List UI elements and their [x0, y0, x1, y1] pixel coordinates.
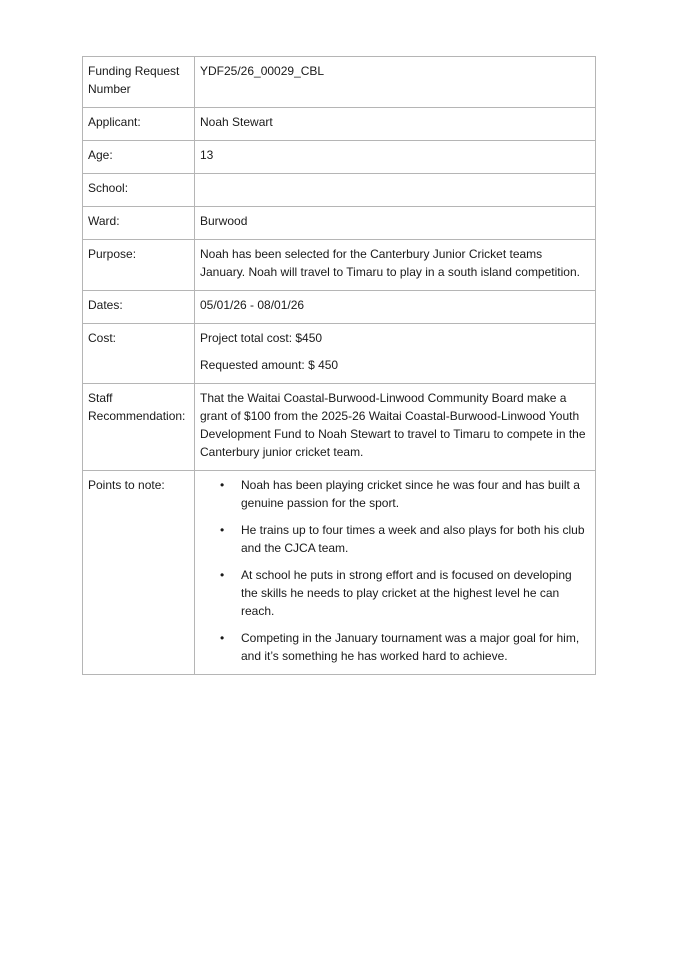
- applicant-value: Noah Stewart: [195, 108, 596, 141]
- staff-recommendation-value: That the Waitai Coastal-Burwood-Linwood Community Board make a grant of $100 from the 2025-26 Waitai Coastal-Burwood-Linwood Youth Development Fund to Noah Stewart to travel to Timaru to compete in the Canterbury junior cricket team.: [195, 384, 596, 471]
- request-number-value: YDF25/26_00029_CBL: [195, 57, 596, 108]
- ward-value: Burwood: [195, 207, 596, 240]
- cost-value: [195, 324, 596, 384]
- row-staff-recommendation: [83, 384, 596, 471]
- purpose-value: Noah has been selected for the Canterbury Junior Cricket teams January. Noah will travel to Timaru to play in a south island competition.: [195, 240, 596, 291]
- list-item: [200, 566, 590, 620]
- bullet-icon: •: [220, 523, 225, 537]
- row-points-to-note: [83, 471, 596, 675]
- cost-label: Cost:: [83, 324, 195, 384]
- staff-recommendation-label: Staff Recommendation:: [83, 384, 195, 471]
- list-item: [200, 476, 590, 512]
- points-to-note-label: Points to note:: [83, 471, 195, 675]
- list-item: [200, 521, 590, 557]
- bullet-icon: •: [220, 478, 225, 492]
- row-dates: [83, 291, 596, 324]
- cost-requested: Requested amount: $ 450: [200, 358, 339, 372]
- row-age: [83, 141, 596, 174]
- row-request-number: [83, 57, 596, 108]
- bullet-icon: •: [220, 631, 225, 645]
- list-item-text: Competing in the January tournament was a major goal for him, and it’s something he has worked hard to achieve.: [241, 631, 580, 663]
- age-label: Age:: [83, 141, 195, 174]
- row-ward: [83, 207, 596, 240]
- list-item-text: He trains up to four times a week and also plays for both his club and the CJCA team.: [241, 523, 585, 555]
- points-list: [200, 476, 590, 665]
- list-item-text: At school he puts in strong effort and is focused on developing the skills he needs to play cricket at the highest level he can reach.: [241, 568, 572, 618]
- row-school: [83, 174, 596, 207]
- points-to-note-value: [195, 471, 596, 675]
- applicant-label: Applicant:: [83, 108, 195, 141]
- ward-label: Ward:: [83, 207, 195, 240]
- row-applicant: [83, 108, 596, 141]
- list-item: [200, 629, 590, 665]
- bullet-icon: •: [220, 568, 225, 582]
- dates-label: Dates:: [83, 291, 195, 324]
- school-label: School:: [83, 174, 195, 207]
- row-purpose: [83, 240, 596, 291]
- cost-total: Project total cost: $450: [200, 331, 323, 345]
- school-value: [195, 174, 596, 207]
- row-cost: [83, 324, 596, 384]
- age-value: 13: [195, 141, 596, 174]
- dates-value: 05/01/26 - 08/01/26: [195, 291, 596, 324]
- funding-request-table: [82, 56, 596, 675]
- purpose-label: Purpose:: [83, 240, 195, 291]
- request-number-label: Funding Request Number: [83, 57, 195, 108]
- list-item-text: Noah has been playing cricket since he was four and has built a genuine passion for the sport.: [241, 478, 580, 510]
